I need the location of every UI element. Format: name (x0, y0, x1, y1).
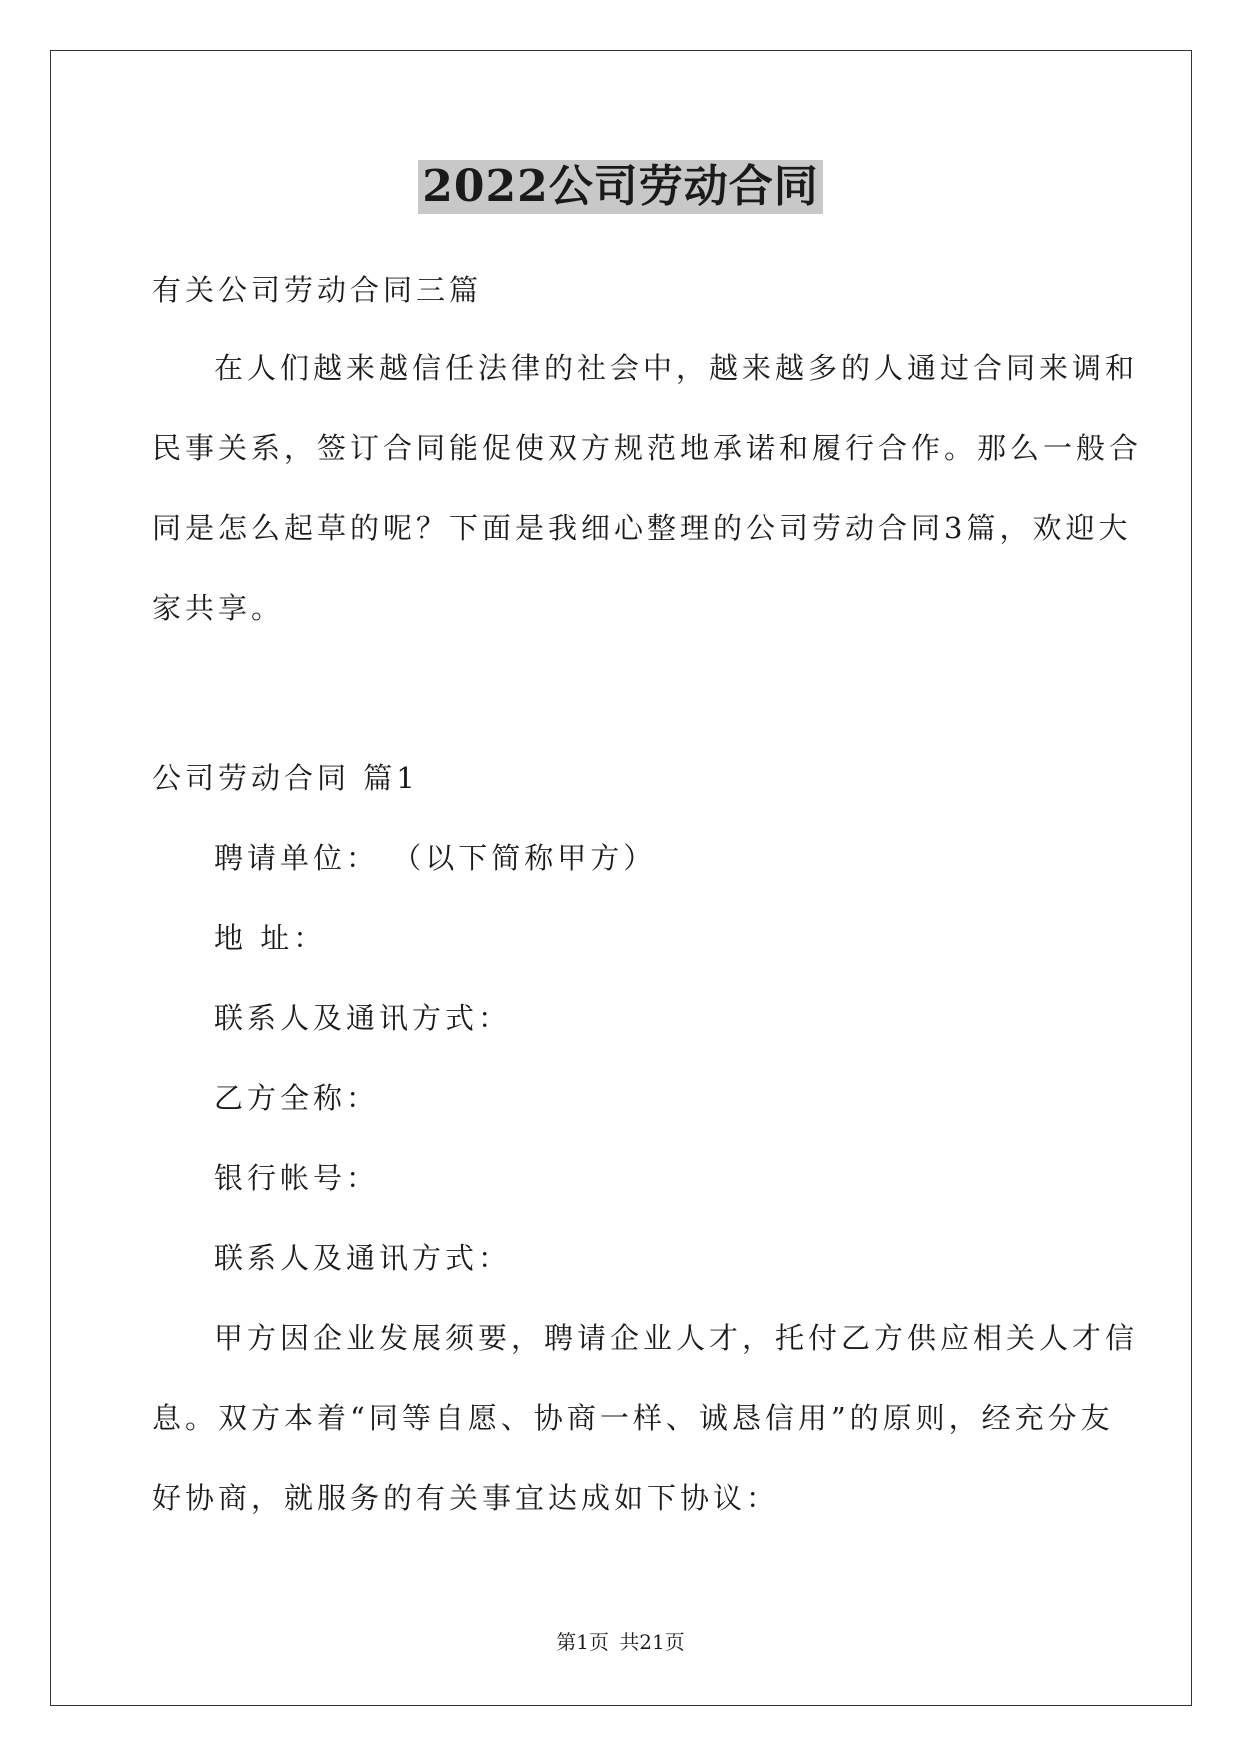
intro-line-1: 在人们越来越信任法律的社会中，越来越多的人通过合同来调和 (214, 351, 1139, 385)
intro-line-2: 民事关系，签订合同能促使双方规范地承诺和履行合作。那么一般合 (152, 431, 1143, 465)
document-subtitle: 有关公司劳动合同三篇 (152, 273, 483, 307)
page-footer (0, 1630, 1241, 1654)
body-line-2: 息。双方本着“同等自愿、协商一样、诚恳信用”的原则，经充分友 (152, 1401, 1114, 1435)
body-line-1: 甲方因企业发展须要，聘请企业人才，托付乙方供应相关人才信 (214, 1321, 1139, 1355)
intro-line-4: 家共享。 (152, 591, 285, 625)
body-line-3: 好协商，就服务的有关事宜达成如下协议： (152, 1481, 780, 1515)
field-employer: 聘请单位： （以下简称甲方） (214, 841, 657, 875)
page-total: 共21页 (619, 1630, 685, 1654)
title-container (0, 160, 1241, 214)
intro-line-3: 同是怎么起草的呢？下面是我细心整理的公司劳动合同3篇，欢迎大 (152, 511, 1132, 545)
document-title: 2022公司劳动合同 (418, 160, 822, 214)
section-heading: 公司劳动合同 篇1 (152, 761, 419, 795)
field-address: 地 址： (214, 921, 327, 955)
field-bank-account: 银行帐号： (214, 1161, 380, 1195)
page-number: 第1页 (556, 1630, 609, 1654)
field-party-b-name: 乙方全称： (214, 1081, 380, 1115)
field-contact-b: 联系人及通讯方式： (214, 1241, 512, 1275)
field-contact-a: 联系人及通讯方式： (214, 1001, 512, 1035)
